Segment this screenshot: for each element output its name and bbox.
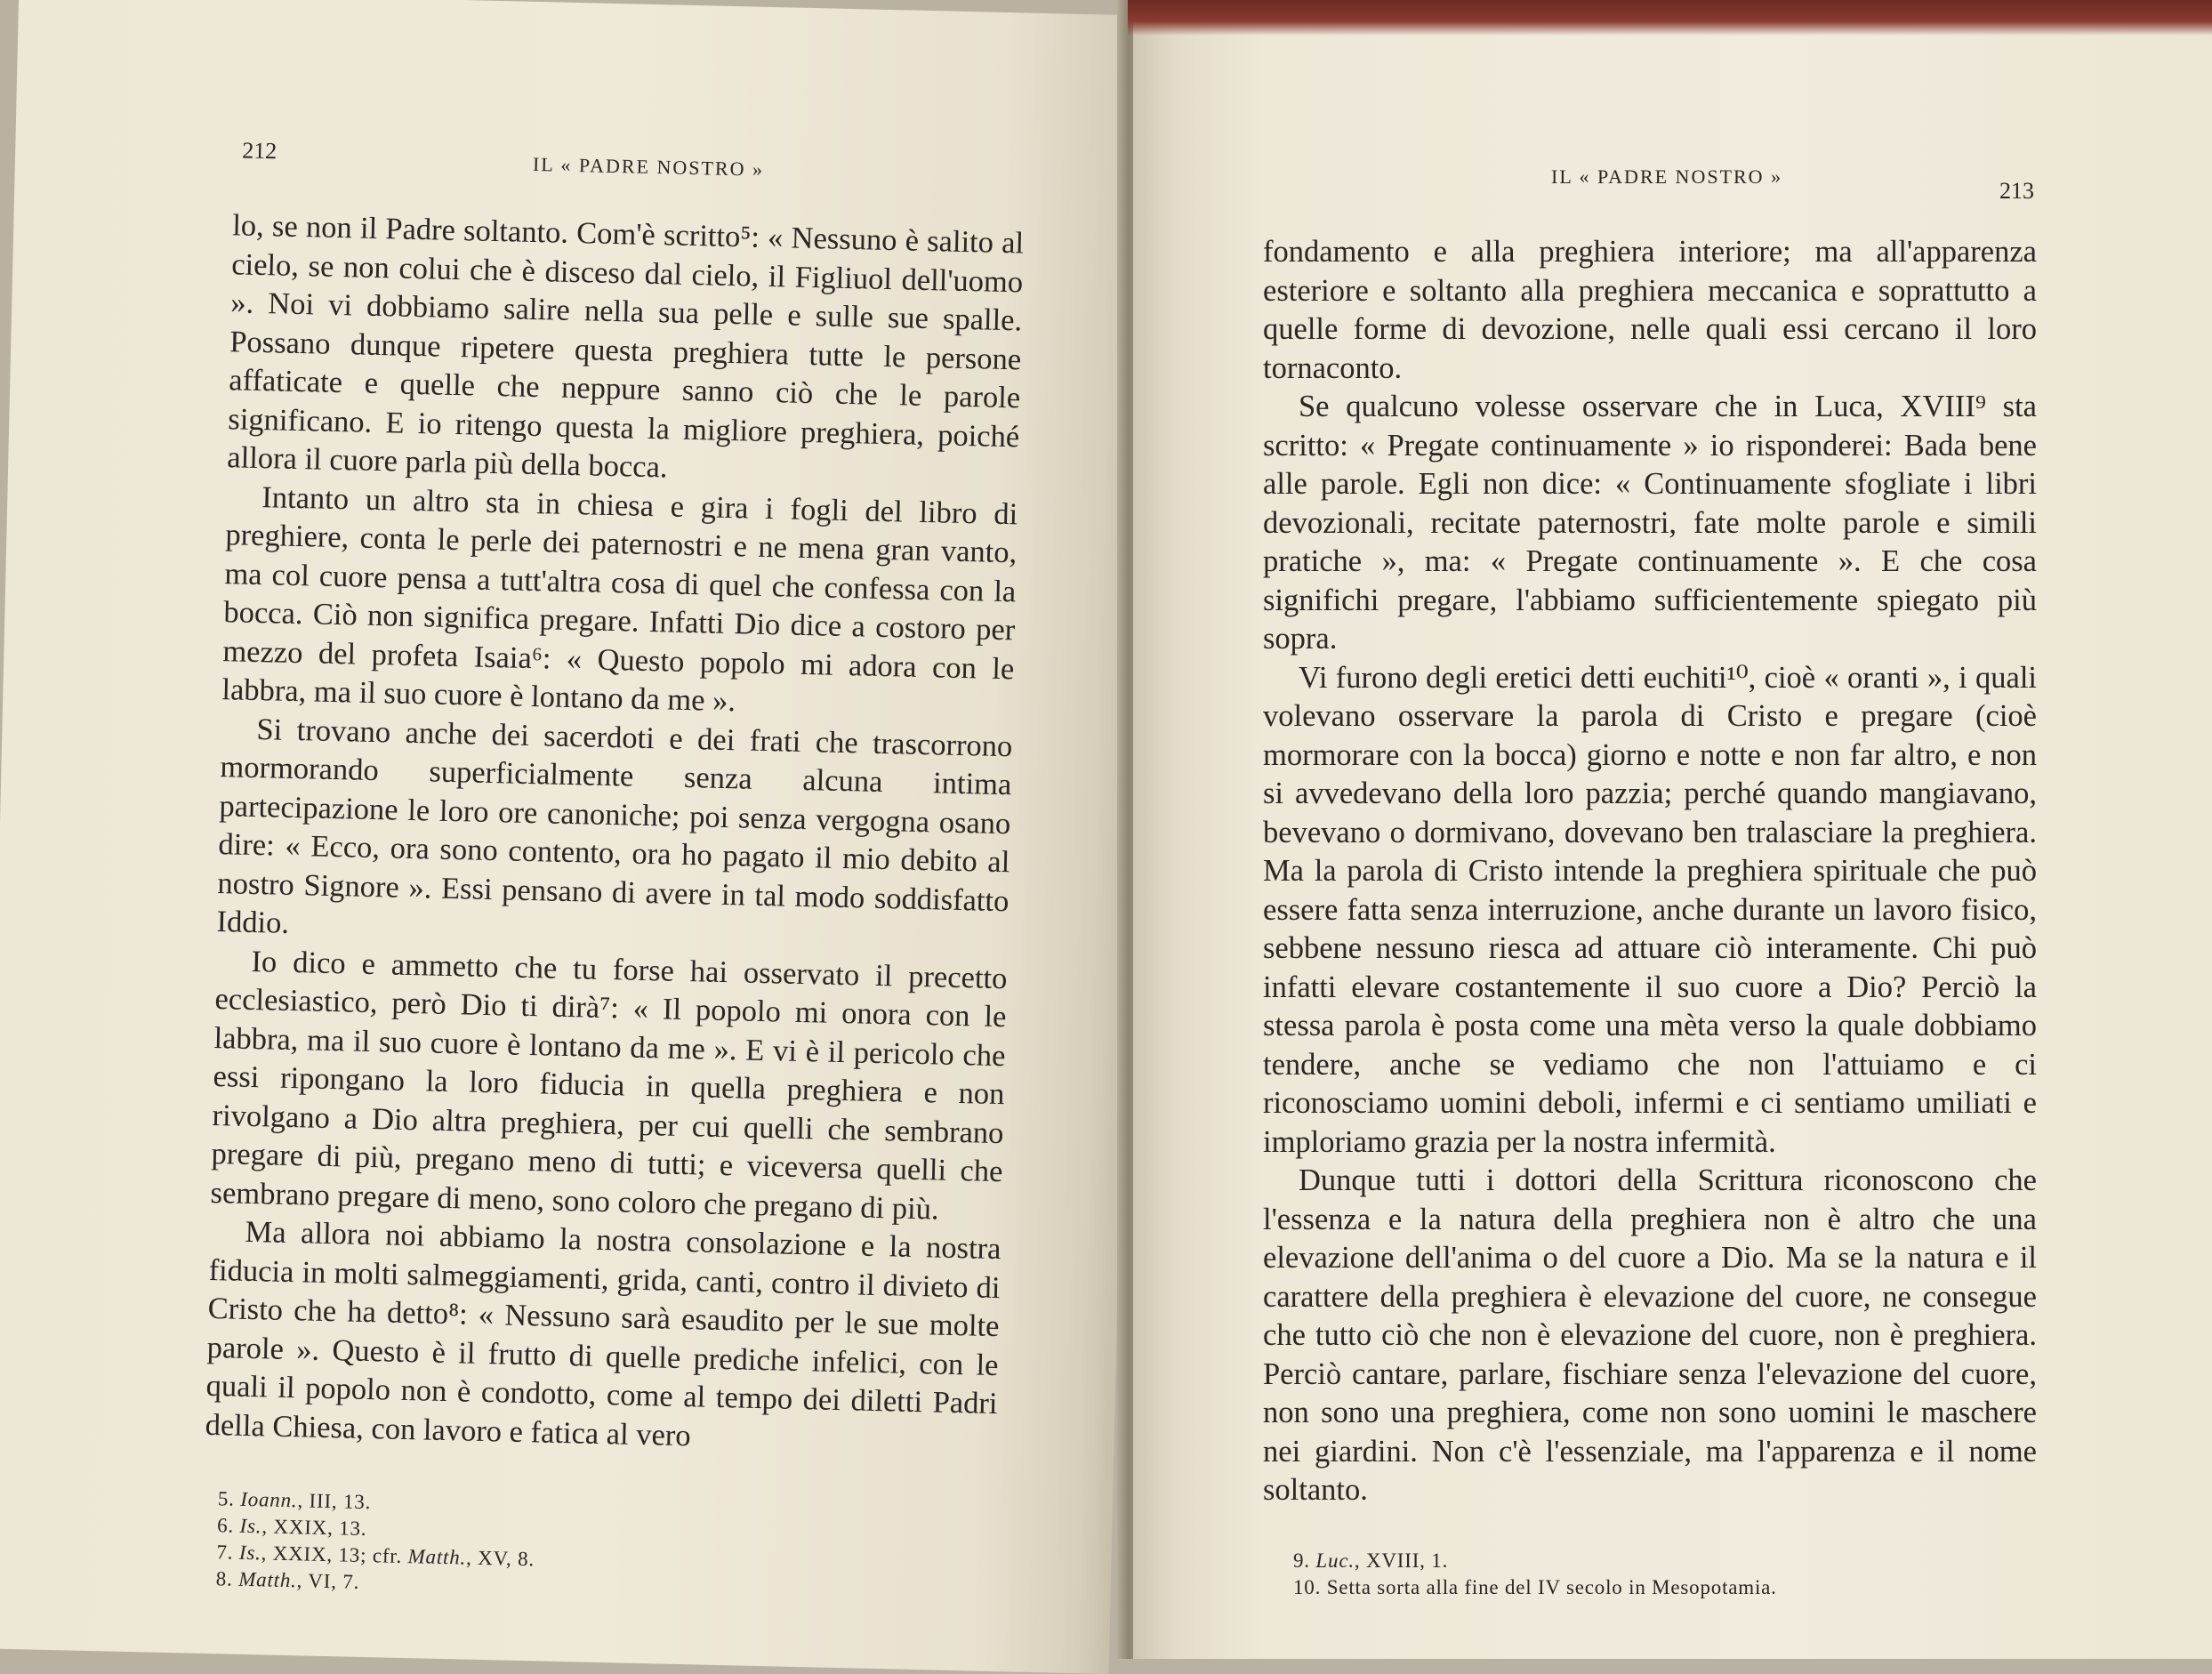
- footnote: 6. Is., XXIX, 13.: [216, 1514, 367, 1541]
- page-number: 212: [241, 137, 278, 165]
- footnotes: [1293, 1548, 1777, 1601]
- footnote: 8. Matth., VI, 7.: [215, 1567, 360, 1593]
- paragraph: Ma allora noi abbiamo la nostra consolazione e la nostra fiducia in molti salmeggiamenti, grida, canti, contro il divieto di Cristo che ha detto⁸: « Nessuno sarà esaudito per le sue molte parole ». Questo è il frutto di quelle prediche infelici, con le quali il popolo non è condotto, come al tempo dei diletti Padri della Chiesa, con lavoro e fatica al vero: [205, 1214, 1001, 1453]
- book-cover-edge: [1128, 0, 2212, 36]
- page-number: 213: [1999, 178, 2034, 204]
- paragraph: Dunque tutti i dottori della Scrittura riconoscono che l'essenza e la natura della preghiera non è altro che una elevazione dell'anima o del cuore a Dio. Ma se la natura e il carattere della preghiera è elevazione del cuore, ne consegue che tutto ciò che non è elevazione del cuore, non è preghiera. Perciò cantare, parlare, fischiare senza l'elevazione del cuore, non sono una preghiera, come non sono uomini le maschere nei giardini. Non c'è l'essenziale, ma l'apparenza e il nome soltanto.: [1263, 1163, 2037, 1507]
- footnote: 9. Luc., XVIII, 1.: [1293, 1549, 1449, 1572]
- footnote: 7. Is., XXIX, 13; cfr. Matth., XV, 8.: [216, 1541, 535, 1571]
- paragraph: Vi furono degli eretici detti euchiti¹⁰, cioè « oranti », i quali volevano osservare la parola di Cristo e pregare (cioè mormorare con la bocca) giorno e notte e non far altro, e non si avvedevano della loro pazzia; perché quando mangiavano, bevevano o dormivano, dovevano ben tralasciare la preghiera. Ma la parola di Cristo intende la preghiera spirituale che può essere fatta senza interruzione, anche durante un lavoro fisico, sebbene nessuno riesca ad attuare ciò interamente. Chi può infatti elevare costantemente il suo cuore a Dio? Perciò la stessa parola è posta come una mèta verso la quale dobbiamo tendere, anche se vediamo che non l'attuiamo e ci riconosciamo uomini deboli, infermi e ci sentiamo umiliati e imploriamo grazia per la nostra infermità.: [1263, 660, 2037, 1159]
- paragraph: Si trovano anche dei sacerdoti e dei frati che trascorrono mormorando superficialmente senza alcuna intima partecipazione le loro ore canoniche; poi senza vergogna osano dire: « Ecco, ora sono contento, ora ho pagato il mio debito al nostro Signore ». Essi pensano di avere in tal modo soddisfatto Iddio.: [216, 712, 1013, 940]
- paragraph: Intanto un altro sta in chiesa e gira i fogli del libro di preghiere, conta le perle dei paternostri e ne mena gran vanto, ma col cuore pensa a tutt'altra cosa di quel che confessa con la bocca. Ciò non significa pregare. Infatti Dio dice a costoro per mezzo del profeta Isaia⁶: « Questo popolo mi adora con le labbra, ma il suo cuore è lontano da me ».: [221, 479, 1018, 719]
- body-text: [1263, 233, 2037, 1510]
- footnote: 5. Ioann., III, 13.: [217, 1487, 372, 1514]
- paragraph: Io dico e ammetto che tu forse hai osservato il precetto ecclesiastico, però Dio ti dirà⁷: « Il popolo mi onora con le labbra, ma il suo cuore è lontano da me ». E vi è il pericolo che essi ripongano la loro fiducia in quella preghiera e non rivolgano a Dio altra preghiera, per cui quelli che sembrano pregare di più, pregano meno di tutti; e viceversa quelli che sembrano pregare di meno, sono coloro che pregano di più.: [210, 944, 1008, 1227]
- paragraph: Se qualcuno volesse osservare che in Luca, XVIII⁹ sta scritto: « Pregate continuamente » io risponderei: Bada bene alle parole. Egli non dice: « Continuamente sfogliate i libri devozionali, recitate paternostri, fate molte parole e simili pratiche », ma: « Pregate continuamente ». E che cosa significhi pregare, l'abbiamo sufficientemente spiegato più sopra.: [1263, 390, 2037, 656]
- right-page: [1133, 0, 2212, 1659]
- paragraph: fondamento e alla preghiera interiore; ma all'apparenza esteriore e soltanto alla preghiera meccanica e soprattutto a quelle forme di devozione, nelle quali essi cercano il loro tornaconto.: [1263, 235, 2037, 385]
- running-header: IL « PADRE NOSTRO »: [532, 152, 765, 181]
- running-header: IL « PADRE NOSTRO »: [1551, 165, 1783, 188]
- paragraph: lo, se non il Padre soltanto. Com'è scritto⁵: « Nessuno è salito al cielo, se non colui che è disceso dal cielo, il Figliuol dell'uomo ». Noi vi dobbiamo salire nella sua pelle e sulle sue spalle. Possano dunque ripetere questa preghiera tutte le persone affaticate e quelle che neppure sanno ciò che le parole significano. E io ritengo questa la migliore preghiera, poiché allora il cuore parla più della bocca.: [226, 208, 1025, 485]
- body-text: [205, 206, 1024, 1462]
- footnote: 10. Setta sorta alla fine del IV secolo in Mesopotamia.: [1293, 1576, 1777, 1598]
- footnotes: [215, 1485, 535, 1599]
